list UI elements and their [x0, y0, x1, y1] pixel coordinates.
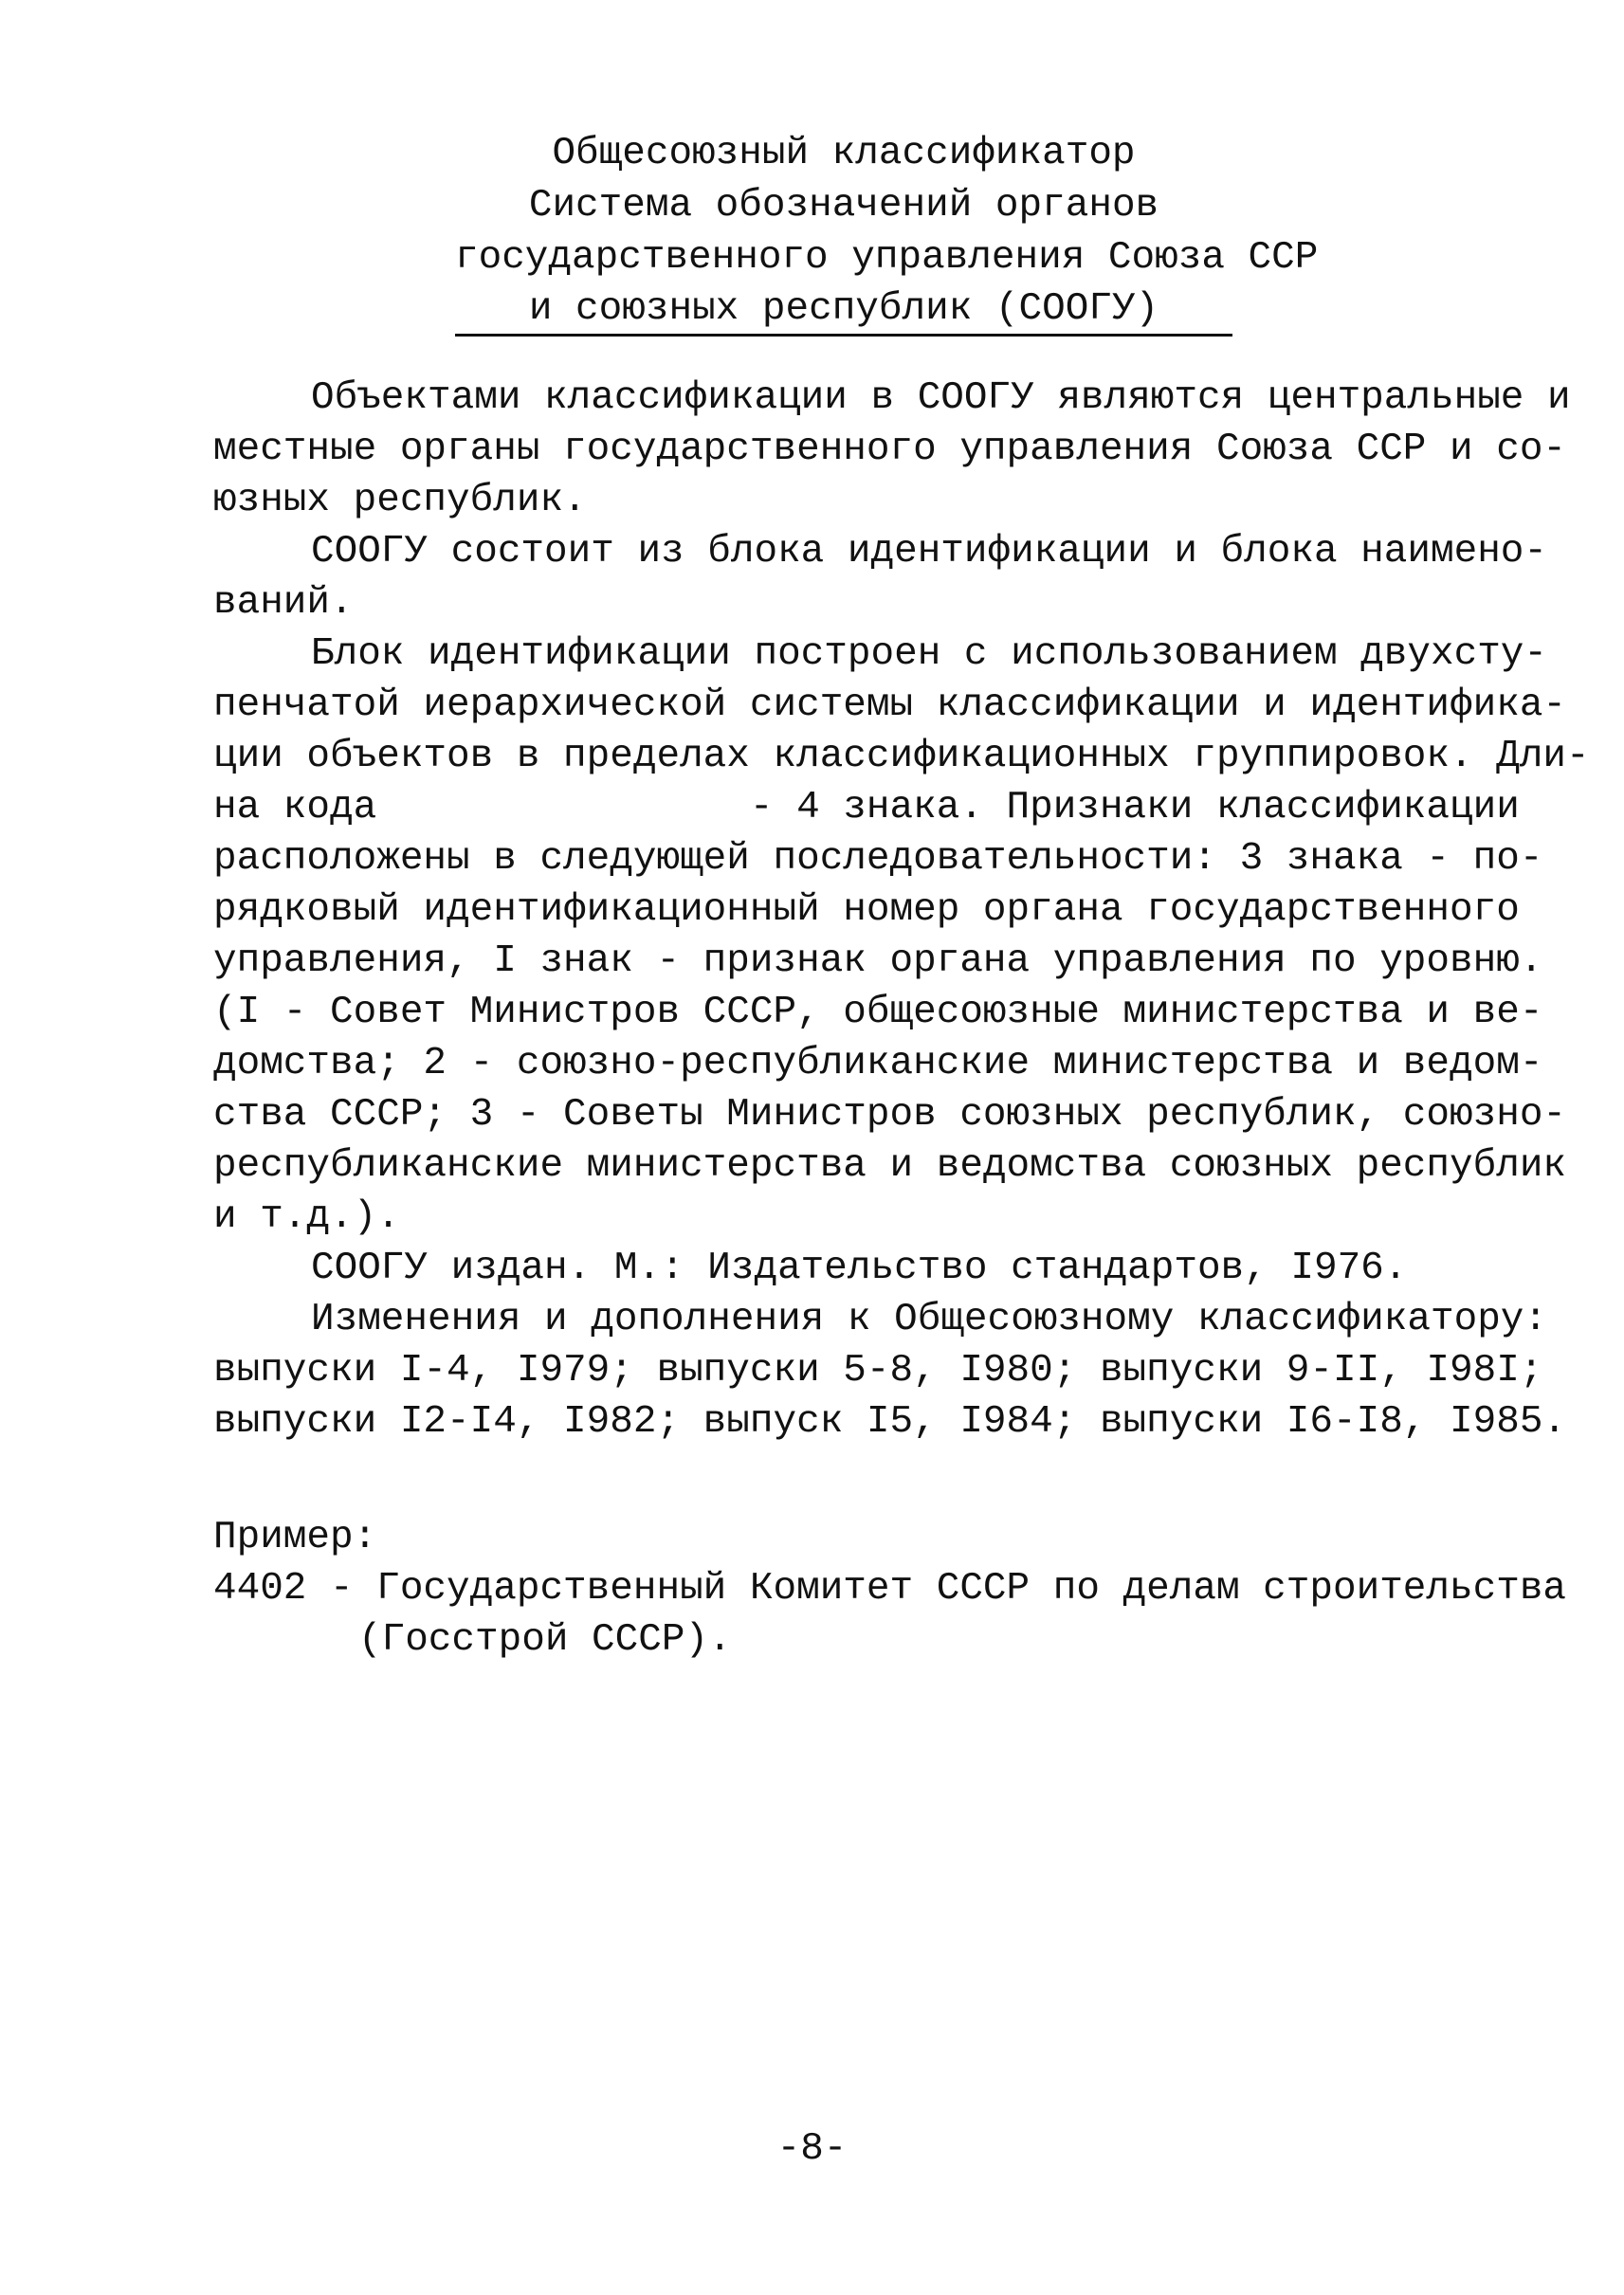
example-line-2: (Госстрой СССР). — [358, 1618, 732, 1662]
body-line: ции объектов в пределах классификационных группировок. Дли- — [213, 735, 1590, 778]
title-line-4: и союзных республик (СООГУ) — [455, 284, 1232, 337]
body-line: юзных республик. — [213, 479, 587, 522]
body-line: СООГУ состоит из блока идентификации и блока наимено- — [311, 530, 1548, 574]
document-title — [455, 128, 1319, 337]
body-line: СООГУ издан. М.: Издательство стандартов, I976. — [311, 1247, 1408, 1290]
body-line: республиканские министерства и ведомства союзных республик — [213, 1144, 1567, 1188]
body-line: (I - Совет Министров СССР, общесоюзные министерства и ве- — [213, 991, 1543, 1034]
body-line: рядковый идентификационный номер органа государственного — [213, 888, 1520, 932]
title-line-1: Общесоюзный классификатор — [552, 132, 1136, 175]
body-line: Объектами классификации в СООГУ являются центральные и — [311, 376, 1571, 420]
body-line: выпуски I2-I4, I982; выпуск I5, I984; выпуски I6-I8, I985. — [213, 1400, 1567, 1444]
body-line: местные органы государственного управления Союза ССР и со- — [213, 428, 1567, 471]
example-line-1: 4402 - Государственный Комитет СССР по делам строительства — [213, 1567, 1567, 1611]
body-line: пенчатой иерархической системы классификации и идентифика- — [213, 683, 1567, 727]
body-line: Изменения и дополнения к Общесоюзному классификатору: — [311, 1298, 1548, 1341]
body-line: ваний. — [213, 581, 354, 625]
body-line: на кода - 4 знака. Признаки классификации — [213, 786, 1520, 829]
body-line: ства СССР; 3 - Советы Министров союзных республик, союзно- — [213, 1093, 1567, 1137]
body-line: управления, I знак - признак органа управления по уровню. — [213, 939, 1543, 983]
page-number: -8- — [776, 2127, 848, 2171]
example-label: Пример: — [213, 1516, 377, 1559]
body-line: и т.д.). — [213, 1195, 400, 1239]
body-line: выпуски I-4, I979; выпуски 5-8, I980; выпуски 9-II, I98I; — [213, 1349, 1543, 1393]
body-line: Блок идентификации построен с использованием двухсту- — [311, 632, 1548, 676]
title-line-3: государственного управления Союза ССР — [455, 236, 1319, 280]
body-line: домства; 2 - союзно-республиканские министерства и ведом- — [213, 1042, 1543, 1085]
body-line: расположены в следующей последовательности: 3 знака - по- — [213, 837, 1543, 881]
title-line-2: Система обозначений органов — [528, 184, 1159, 228]
